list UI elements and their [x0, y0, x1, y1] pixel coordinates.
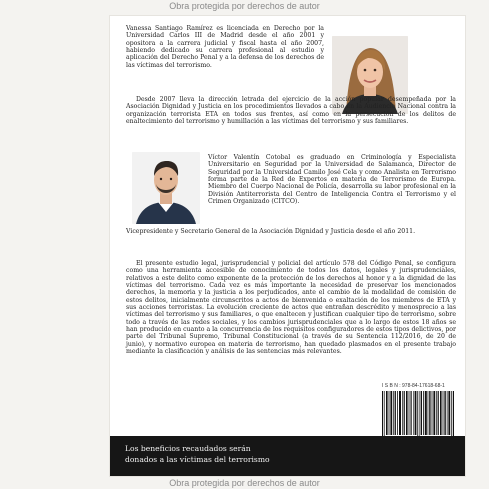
author2-bio-detail: Vicepresidente y Secretario General de la Asociación Dignidad y Justicia desde el año 2011. — [126, 228, 416, 235]
donation-banner-text: Los beneficios recaudados serán donados a las víctimas del terrorismo — [125, 444, 270, 464]
author2-portrait-icon — [132, 152, 200, 224]
author1-bio-intro: Vanessa Santiago Ramírez es licenciada en Derecho por la Universidad Carlos III de Madrid desde el año 2001 y opositora a la carrera judicial y fiscal hasta el año 2007, habiendo dedicado su carrera profesional al estudio y aplicación del Derecho Penal y a la defensa de los derechos de las víctimas del terrorismo. — [126, 25, 324, 69]
isbn-label: I S B N : 978-84-17618-68-1 — [382, 383, 445, 389]
donation-banner — [110, 436, 465, 476]
book-summary: El presente estudio legal, jurisprudencial y policial del artículo 578 del Código Penal, se configura como una herramienta accesible de conocimiento de todos los datos, legales y jurisprudenciales, relativos a este delito como exponente de la protección de los derechos al honor y a la dignidad de las víctimas del terrorismo. Cada vez es más importante la necesidad de preservar los mencionados derechos, la memoria y la justicia a los perjudicados, ante el cambio de la modalidad de comisión de estos delitos, inicialmente circunscritos a actos de bienvenida o exaltación de los miembros de ETA y sus acciones terroristas. La evolución creciente de actos que entrañan descrédito y menosprecio a las víctimas del terrorismo y sus familiares, o que enaltecen y justifican cualquier tipo de terrorismo, sobre todo a través de las redes sociales, y los cambios jurisprudenciales que a lo largo de estos 18 años se han producido en cuanto a la concurrencia de los requisitos configuradores de estos tipos delictivos, por parte del Tribunal Supremo, Tribunal Constitucional (a través de su Sentencia 112/2016, de 20 de junio), y normativo europea en materia de terrorismo, han quedado plasmados en el presente trabajo mediante la clasificación y análisis de las sentencias más relevantes. — [126, 260, 456, 356]
author1-bio-detail: Desde 2007 lleva la dirección letrada del ejercicio de la acción popular desempeñada por la Asociación Dignidad y Justicia en los procedimientos llevados a cabo en la Audiencia Nacional contra la organización terrorista ETA en todos sus frentes, así como en la persecución de los delitos de enaltecimiento del terrorismo y humillación a las víctimas del terrorismo y sus familiares. — [126, 96, 456, 126]
watermark-top: Obra protegida por derechos de autor — [169, 1, 320, 11]
author2-photo — [132, 152, 200, 224]
author2-bio-intro: Víctor Valentín Cotobal es graduado en Criminología y Especialista Universitario en Seguridad por la Universidad de Salamanca, Director de Seguridad por la Universidad Camilo José Cela y como Analista en Terrorismo forma parte de la Red de Expertos en materia de Terrorismo de Europa. Miembro del Cuerpo Nacional de Policía, desarrolla su labor profesional en la División Antiterrorista del Centro de Inteligencia Contra el Terrorismo y el Crimen Organizado (CITCO). — [208, 154, 456, 206]
watermark-bottom: Obra protegida por derechos de autor — [169, 478, 320, 488]
back-cover — [110, 16, 465, 476]
